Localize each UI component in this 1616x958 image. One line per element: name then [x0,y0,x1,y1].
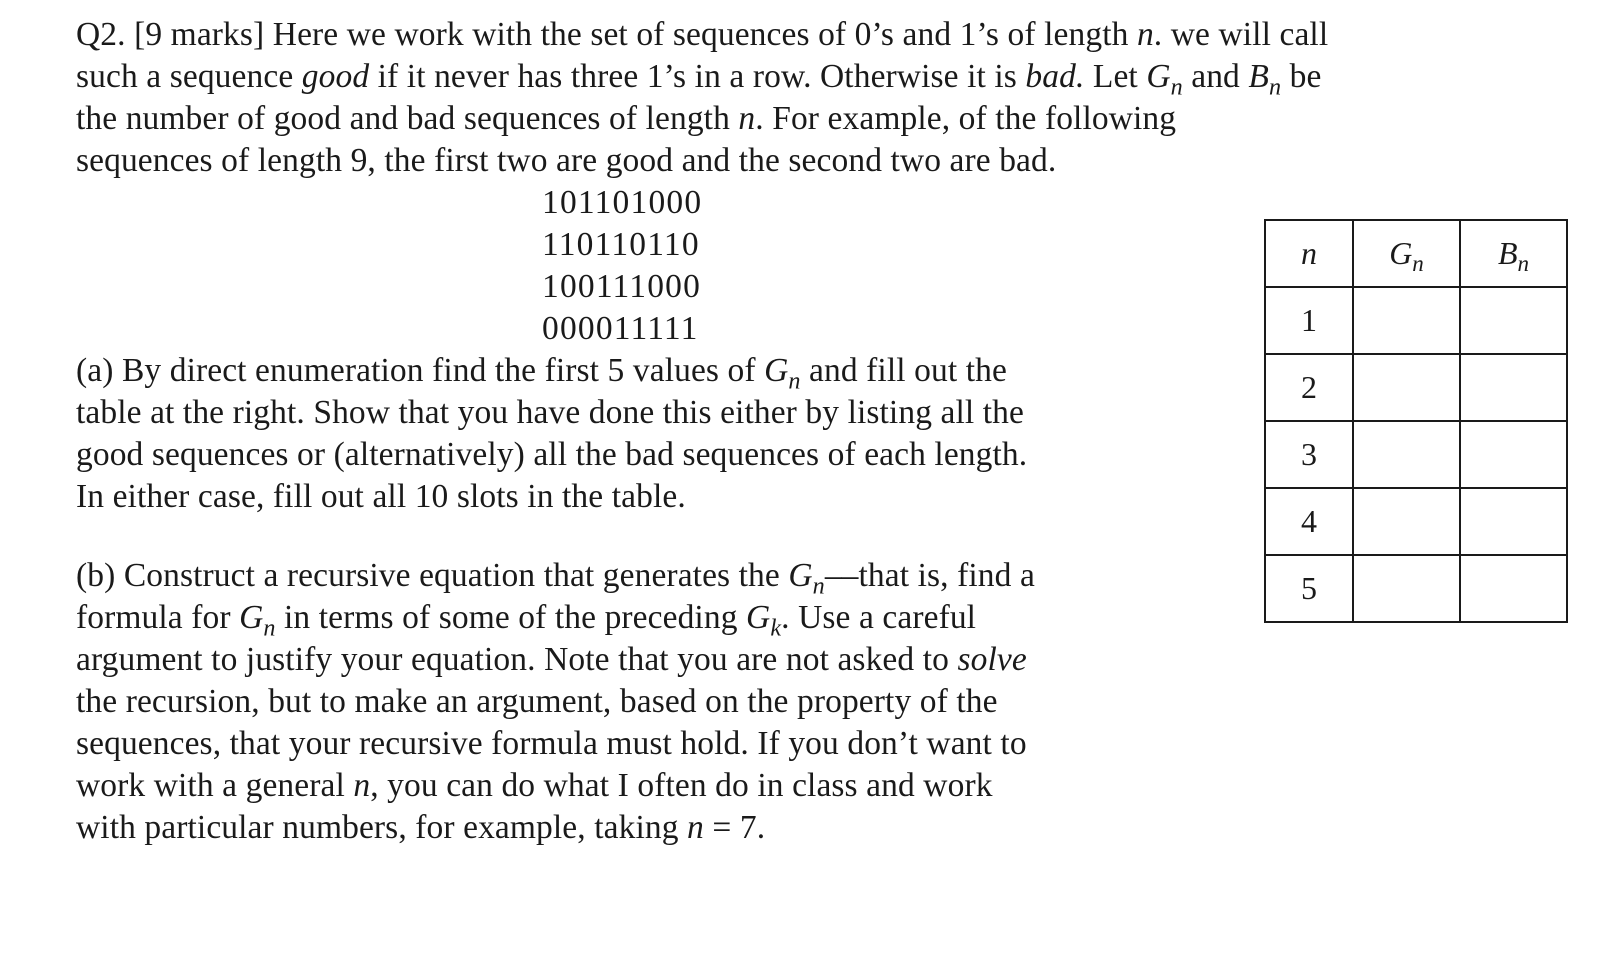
math-var-G: G [239,599,264,636]
intro-text: be [1281,58,1322,95]
math-var-B: B [1497,235,1518,271]
math-var-n: n [687,809,704,846]
sequence-example: 100111000 [542,268,702,305]
part-b-line-3 [76,643,1027,677]
intro-line-1 [76,18,1328,52]
part-a-text: (a) By direct enumeration find the first 5 values of [76,352,765,389]
part-b-text: work with a general [76,767,354,804]
cell-n: 4 [1265,488,1353,555]
column-header-B [1460,220,1567,287]
part-b-line-1 [76,557,1035,600]
math-subscript: n [1517,249,1530,276]
cell-B[interactable] [1460,421,1567,488]
part-a-line-3: good sequences or (alternatively) all the bad sequences of each length. [76,436,1028,473]
intro-line-3 [76,102,1176,136]
math-subscript: n [1412,249,1424,276]
part-b-text: (b) Construct a recursive equation that generates the [76,557,789,594]
cell-B[interactable] [1460,354,1567,421]
table-row [1265,421,1567,488]
math-subscript: n [1268,74,1282,101]
part-a-line-2: table at the right. Show that you have done this either by listing all the [76,394,1025,431]
part-b-text: argument to justify your equation. Note that you are not asked to [76,641,958,678]
part-b-text: formula for [76,599,240,636]
cell-n: 2 [1265,354,1353,421]
emphasis-bad: bad. [1025,58,1085,95]
cell-n: 3 [1265,421,1353,488]
part-b-line-4: the recursion, but to make an argument, based on the property of the [76,683,998,720]
math-subscript: k [770,615,782,642]
part-b-text: with particular numbers, for example, taking [76,809,688,846]
cell-B[interactable] [1460,287,1567,354]
part-b-text: , you can do what I often do in class and work [370,767,993,804]
intro-text: the number of good and bad sequences of length [76,100,739,137]
cell-G[interactable] [1353,421,1460,488]
math-var-G: G [1389,235,1413,271]
cell-G[interactable] [1353,488,1460,555]
cell-G[interactable] [1353,287,1460,354]
part-b-line-5: sequences, that your recursive formula must hold. If you don’t want to [76,725,1027,762]
math-var-B: B [1248,58,1269,95]
emphasis-good: good [301,58,370,95]
intro-text: . For example, of the following [755,100,1177,137]
part-b-text: ––that is, find a [824,557,1035,594]
math-var-n: n [738,100,756,137]
math-var-G: G [788,557,813,594]
emphasis-solve: solve [957,641,1027,678]
intro-line-4: sequences of length 9, the first two are good and the second two are bad. [76,142,1057,179]
math-var-n: n [353,767,371,804]
column-header-n: n [1265,220,1353,287]
math-subscript: n [788,368,801,395]
cell-n: 5 [1265,555,1353,622]
math-subscript: n [263,615,276,642]
cell-G[interactable] [1353,354,1460,421]
cell-B[interactable] [1460,555,1567,622]
answer-table [1264,219,1568,623]
table-row [1265,555,1567,622]
part-b-line-2 [76,599,977,642]
math-var-G: G [1146,58,1171,95]
column-header-G [1353,220,1460,287]
intro-text: if it never has three 1’s in a row. Otherwise it is [369,58,1026,95]
math-var-n: n [1136,16,1154,53]
math-var-G: G [746,599,771,636]
intro-text: Q2. [9 marks] Here we work with the set of sequences of 0’s and 1’s of length [76,16,1137,53]
intro-line-2 [76,58,1322,101]
sequence-example: 101101000 [542,184,703,221]
part-b-text: in terms of some of the preceding [275,599,747,636]
cell-G[interactable] [1353,555,1460,622]
intro-text: Let [1084,58,1147,95]
math-subscript: n [1170,74,1183,101]
intro-text: such a sequence [76,58,302,95]
part-a-text: and fill out the [800,352,1007,389]
cell-n: 1 [1265,287,1353,354]
intro-text: . we will call [1153,16,1329,53]
intro-text: and [1182,58,1249,95]
part-a-line-4: In either case, fill out all 10 slots in the table. [76,478,686,515]
sequence-example: 000011111 [542,310,699,347]
table-row [1265,488,1567,555]
table-row [1265,354,1567,421]
part-b-text: . Use a careful [781,599,977,636]
sequence-example: 110110110 [542,226,700,263]
part-b-line-6 [76,769,993,803]
part-b-text: = 7. [703,809,766,846]
table-row [1265,287,1567,354]
math-subscript: n [812,573,825,600]
table-header-row [1265,220,1567,287]
part-a-line-1 [76,352,1007,395]
part-b-line-7 [76,811,765,845]
math-var-G: G [764,352,789,389]
cell-B[interactable] [1460,488,1567,555]
